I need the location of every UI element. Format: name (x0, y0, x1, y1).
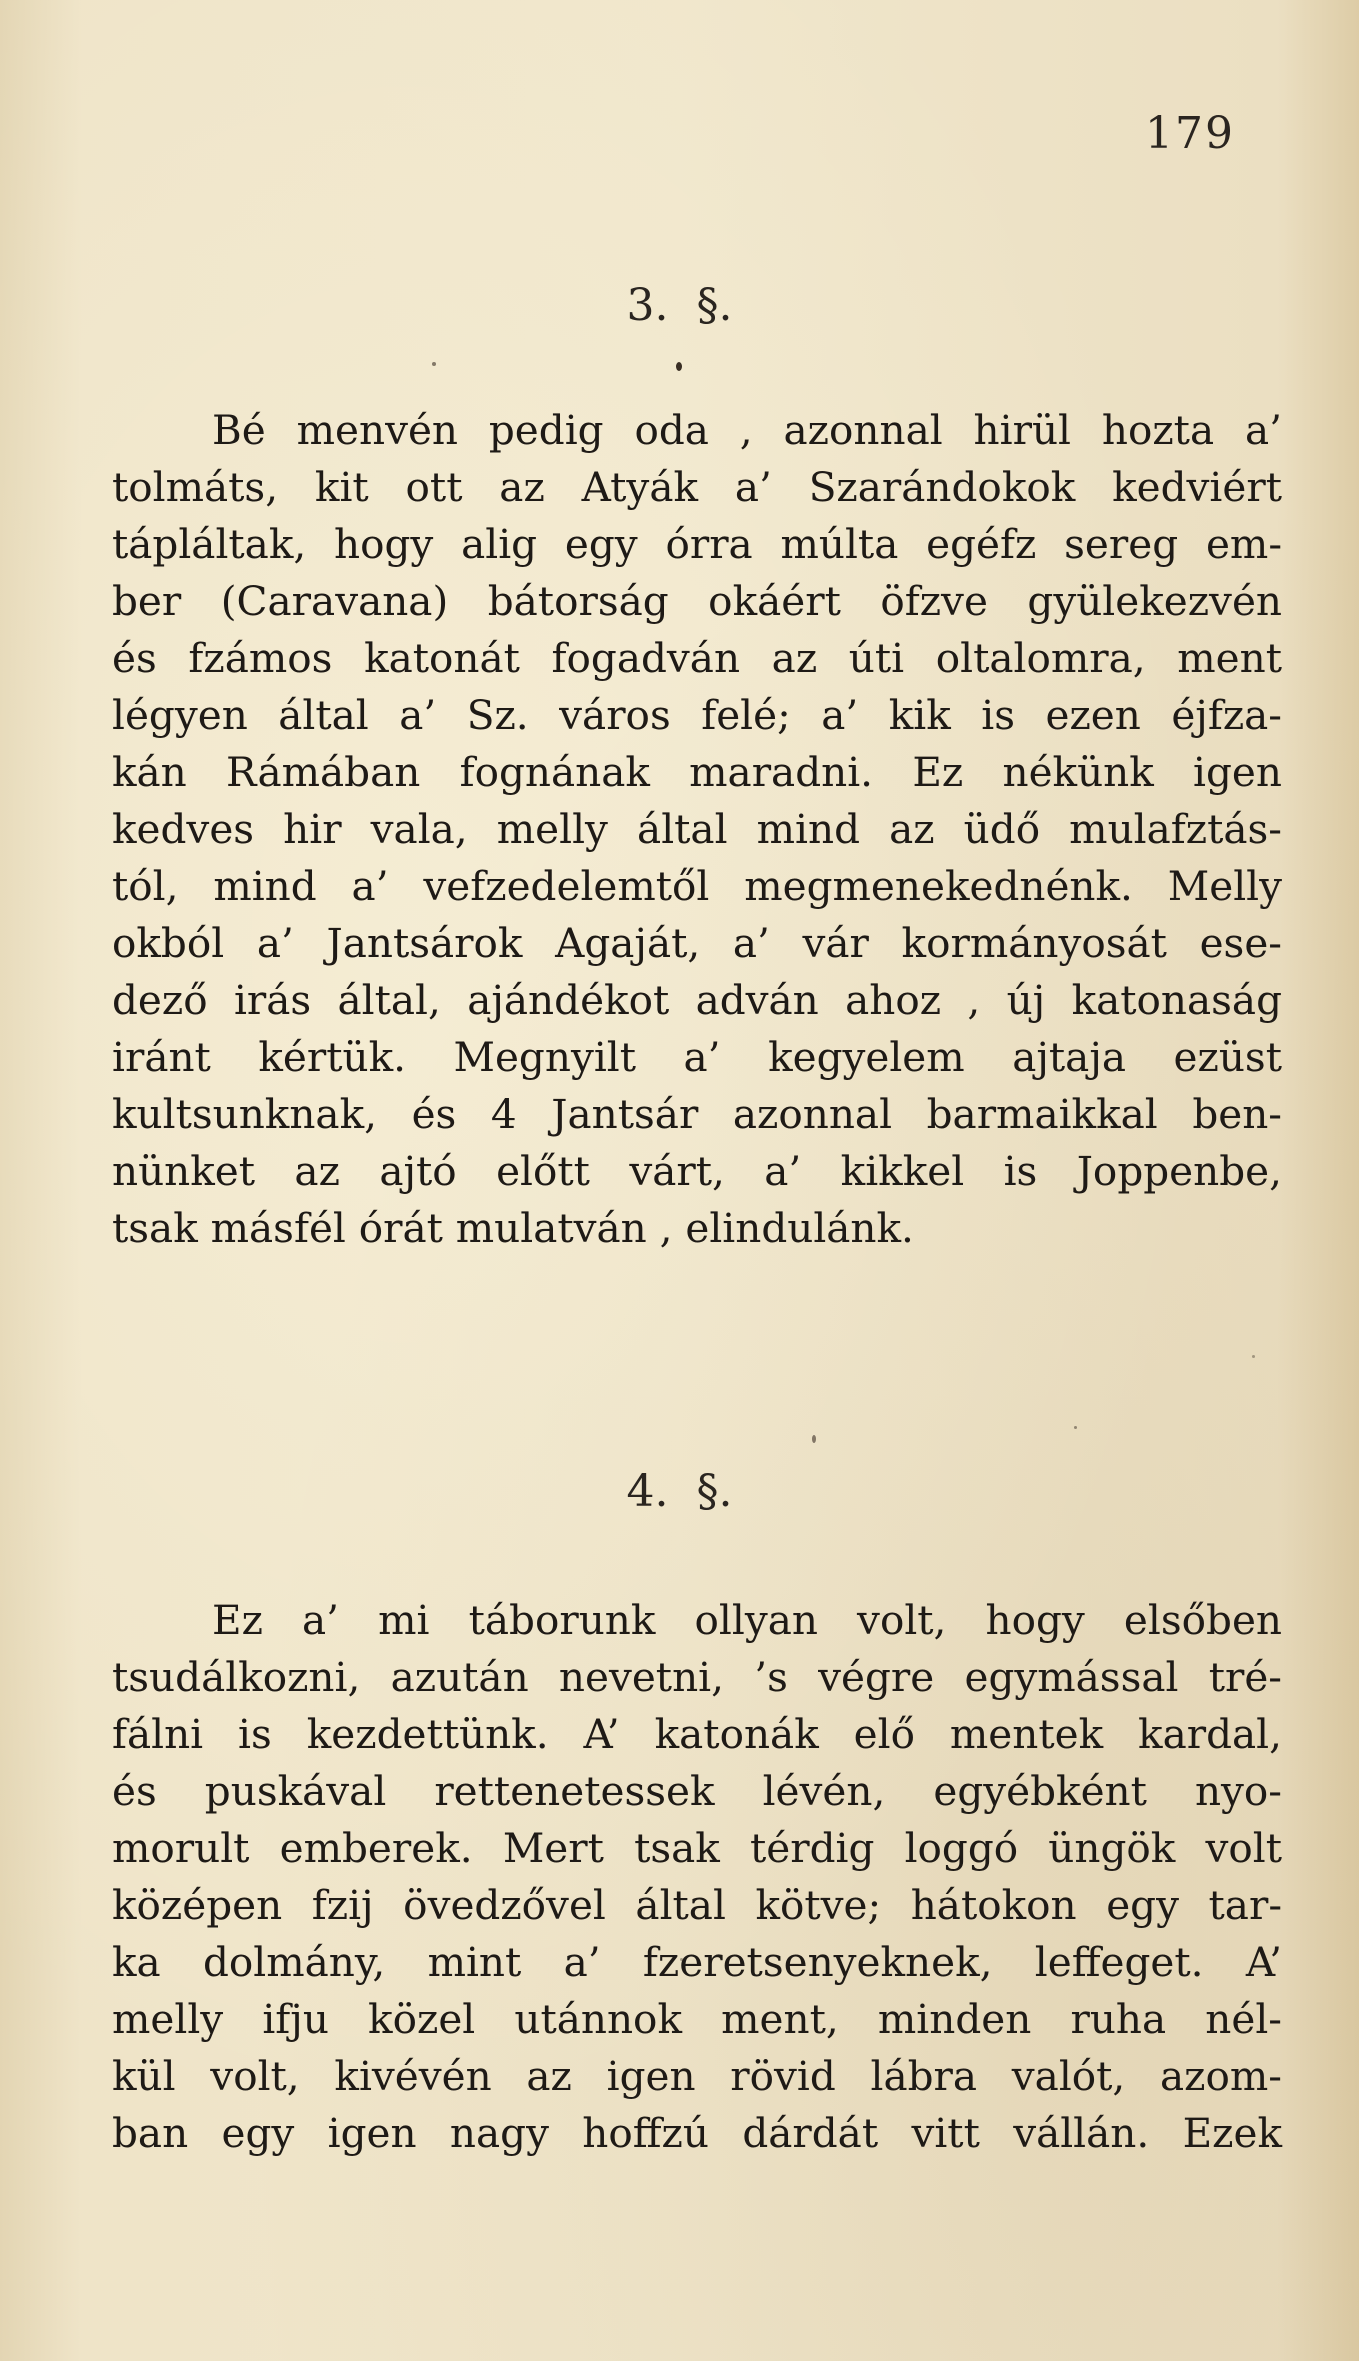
text-line: kedves hir vala, melly által mind az üdő mulafztás- (112, 805, 1282, 853)
text-line: ka dolmány, mint a’ fzeretsenyeknek, leffeget. A’ (112, 1938, 1282, 1986)
text-line: melly ifju közel utánnok ment, minden ruha nél- (112, 1995, 1282, 2043)
text-line: kán Rámában fognának maradni. Ez nékünk igen (112, 748, 1282, 796)
paper-speck (680, 1958, 683, 1961)
text-line: Ez a’ mi táborunk ollyan volt, hogy elsőben (212, 1596, 1282, 1644)
text-line: tolmáts, kit ott az Atyák a’ Szarándokok kedviért (112, 463, 1282, 511)
page-number: 179 (1145, 108, 1235, 159)
paper-speck (1252, 1355, 1255, 1358)
text-line: fálni is kezdettünk. A’ katonák elő mentek kardal, (112, 1710, 1282, 1758)
text-line: és puskával rettenetessek lévén, egyébként nyo- (112, 1767, 1282, 1815)
text-line: Bé menvén pedig oda , azonnal hirül hozta a’ (212, 406, 1282, 454)
paper-speck (432, 362, 436, 366)
text-line: tápláltak, hogy alig egy órra múlta egéfz sereg em- (112, 520, 1282, 568)
text-line: morult emberek. Mert tsak térdig loggó üngök volt (112, 1824, 1282, 1872)
text-line: iránt kértük. Megnyilt a’ kegyelem ajtaja ezüst (112, 1033, 1282, 1081)
text-line: tsak másfél órát mulatván , elindulánk. (112, 1204, 914, 1252)
paragraph (112, 1592, 1282, 2162)
paper-speck (812, 1435, 816, 1443)
paragraph (112, 402, 1282, 1257)
paper-speck (1074, 1426, 1077, 1429)
text-line: és fzámos katonát fogadván az úti oltalomra, ment (112, 634, 1282, 682)
text-line: tól, mind a’ vefzedelemtől megmenekednénk. Melly (112, 862, 1282, 910)
text-line: tsudálkozni, azután nevetni, ’s végre egymással tré- (112, 1653, 1282, 1701)
text-line: dező irás által, ajándékot adván ahoz , új katonaság (112, 976, 1282, 1024)
section-heading: 3. §. (626, 280, 733, 331)
paper-speck (676, 362, 682, 371)
text-line: kultsunknak, és 4 Jantsár azonnal barmaikkal ben- (112, 1090, 1282, 1138)
text-line: ber (Caravana) bátorság okáért öfzve gyülekezvén (112, 577, 1282, 625)
text-line: kül volt, kivévén az igen rövid lábra valót, azom- (112, 2052, 1282, 2100)
section-heading: 4. §. (626, 1466, 733, 1517)
text-line: nünket az ajtó előtt várt, a’ kikkel is Joppenbe, (112, 1147, 1282, 1195)
text-line: középen fzij övedzővel által kötve; hátokon egy tar- (112, 1881, 1282, 1929)
text-line: ban egy igen nagy hoffzú dárdát vitt vállán. Ezek (112, 2109, 1282, 2157)
text-line: okból a’ Jantsárok Agaját, a’ vár kormányosát ese- (112, 919, 1282, 967)
text-line: légyen által a’ Sz. város felé; a’ kik is ezen éjfza- (112, 691, 1282, 739)
